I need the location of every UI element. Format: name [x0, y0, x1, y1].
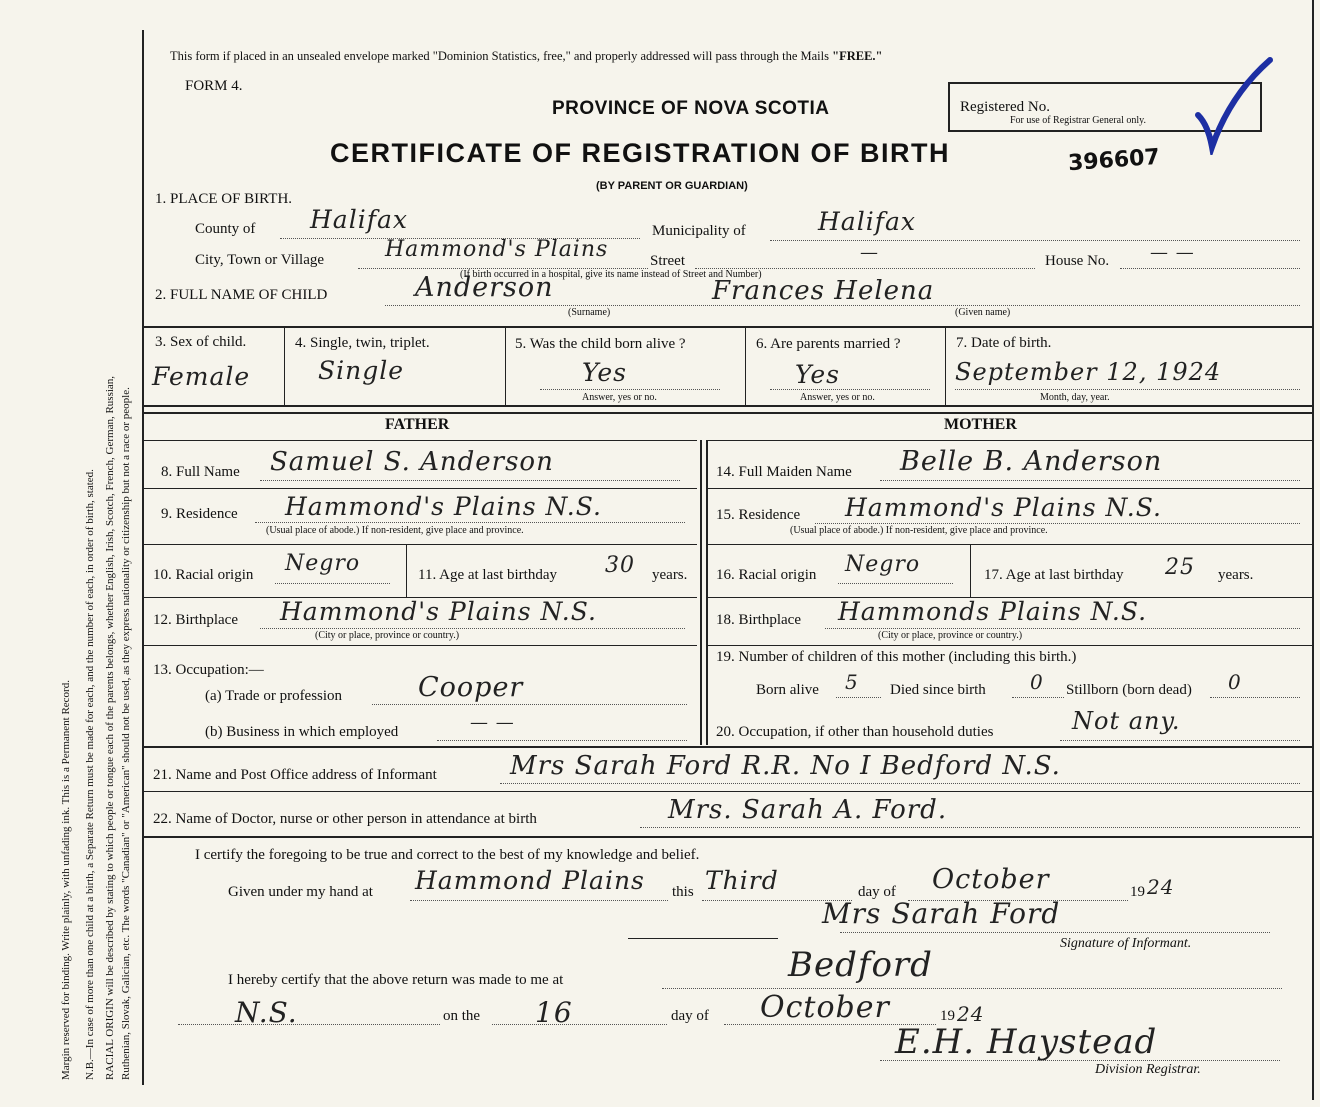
father-business-value: — —	[470, 712, 515, 733]
mother-birthplace-note: (City or place, province or country.)	[878, 630, 1023, 641]
informant-signature: Mrs Sarah Ford	[822, 897, 1061, 930]
given-year-suffix: 24	[1147, 875, 1175, 899]
registrar-signature: E.H. Haystead	[895, 1022, 1158, 1062]
parents-married-label: 6. Are parents married ?	[756, 336, 901, 352]
father-heading: FATHER	[385, 416, 450, 433]
parents-married-value: Yes	[795, 360, 840, 389]
child-given-name: Frances Helena	[712, 276, 935, 306]
date-of-birth-label: 7. Date of birth.	[956, 335, 1052, 351]
registrar-month-value: October	[760, 990, 890, 1025]
margin-note-multiple-births: N.B.—In case of more than one child at a birth, a Separate Return must be made for each, and the number of each, in order of birth, stated.	[84, 469, 96, 1080]
surname-note: (Surname)	[568, 307, 611, 318]
father-trade-label: (a) Trade or profession	[205, 688, 343, 704]
child-name-label: 2. FULL NAME OF CHILD	[155, 287, 328, 303]
mother-age-value: 25	[1165, 555, 1195, 580]
plurality-value: Single	[318, 356, 405, 385]
municipality-value: Halifax	[818, 207, 916, 236]
father-residence-note: (Usual place of abode.) If non-resident, give place and province.	[266, 525, 524, 536]
mother-occupation-value: Not any.	[1072, 707, 1181, 735]
date-of-birth-note: Month, day, year.	[1040, 392, 1110, 403]
born-alive-count-label: Born alive	[756, 682, 819, 698]
street-label: Street	[650, 253, 685, 269]
given-name-note: (Given name)	[955, 307, 1011, 318]
mother-residence-label: 15. Residence	[716, 507, 801, 523]
born-alive-value: Yes	[582, 358, 627, 387]
municipality-label: Municipality of	[652, 223, 746, 239]
county-label: County of	[195, 221, 256, 237]
mother-birthplace-value: Hammonds Plains N.S.	[838, 597, 1148, 626]
registrar-province-value: N.S.	[235, 996, 298, 1029]
father-business-label: (b) Business in which employed	[205, 724, 399, 740]
mother-name-label: 14. Full Maiden Name	[716, 464, 852, 480]
registrar-day-value: 16	[535, 996, 573, 1029]
stillborn-count-value: 0	[1228, 670, 1242, 694]
registered-no-note: For use of Registrar General only.	[1010, 115, 1146, 126]
county-value: Halifax	[310, 205, 408, 234]
doctor-label: 22. Name of Doctor, nurse or other person in attendance at birth	[153, 811, 537, 827]
page-subtitle: (BY PARENT OR GUARDIAN)	[596, 180, 748, 192]
informant-label: 21. Name and Post Office address of Informant	[153, 767, 437, 783]
father-trade-value: Cooper	[418, 672, 524, 703]
given-day-of-label: day of	[858, 884, 896, 900]
father-age-value: 30	[605, 553, 635, 578]
father-birthplace-label: 12. Birthplace	[153, 612, 238, 628]
house-no-value: — —	[1150, 242, 1195, 263]
registrar-on-the-label: on the	[443, 1008, 481, 1024]
informant-certify-text: I certify the foregoing to be true and correct to the best of my knowledge and belief.	[195, 847, 700, 863]
registrar-signature-label: Division Registrar.	[1095, 1062, 1201, 1077]
father-birthplace-value: Hammond's Plains N.S.	[280, 597, 597, 626]
date-of-birth-value: September 12, 1924	[955, 358, 1222, 386]
father-years-label: years.	[652, 567, 688, 583]
hospital-note: (If birth occurred in a hospital, give its name instead of Street and Number)	[460, 269, 762, 280]
sex-label: 3. Sex of child.	[155, 334, 247, 350]
mother-age-label: 17. Age at last birthday	[984, 567, 1124, 583]
father-residence-value: Hammond's Plains N.S.	[285, 492, 602, 521]
given-place-value: Hammond Plains	[415, 866, 645, 895]
born-alive-note: Answer, yes or no.	[582, 392, 657, 403]
margin-note-binding: Margin reserved for binding. Write plainly, with unfading ink. This is a Permanent Record.	[60, 680, 72, 1080]
street-value: —	[860, 242, 879, 263]
father-racial-origin-label: 10. Racial origin	[153, 567, 254, 583]
parents-married-note: Answer, yes or no.	[800, 392, 875, 403]
mother-racial-origin-label: 16. Racial origin	[716, 567, 817, 583]
registered-no-label: Registered No.	[960, 99, 1050, 115]
registrar-place-value: Bedford	[788, 945, 933, 985]
father-name-label: 8. Full Name	[161, 464, 240, 480]
city-label: City, Town or Village	[195, 252, 325, 268]
check-mark-icon	[1190, 55, 1280, 155]
given-day-value: Third	[705, 866, 779, 895]
child-surname: Anderson	[415, 272, 554, 303]
given-under-label: Given under my hand at	[228, 884, 373, 900]
mother-racial-origin-value: Negro	[845, 552, 921, 577]
doctor-value: Mrs. Sarah A. Ford.	[668, 795, 948, 825]
children-count-label: 19. Number of children of this mother (including this birth.)	[716, 649, 1077, 665]
plurality-label: 4. Single, twin, triplet.	[295, 335, 430, 351]
father-age-label: 11. Age at last birthday	[418, 567, 557, 583]
given-year-prefix: 19	[1130, 884, 1145, 900]
registrar-certify-text: I hereby certify that the above return was made to me at	[228, 972, 564, 988]
mother-birthplace-label: 18. Birthplace	[716, 612, 801, 628]
registration-number: 396607	[1067, 144, 1161, 177]
born-alive-label: 5. Was the child born alive ?	[515, 336, 686, 352]
margin-note-racial-origin-1: RACIAL ORIGIN will be described by stating to which people or tongue each of the parents belongs, whether English, Irish, Scotch, French, German, Russian,	[104, 375, 116, 1080]
mother-residence-value: Hammond's Plains N.S.	[845, 493, 1162, 522]
given-this-label: this	[672, 884, 694, 900]
died-count-label: Died since birth	[890, 682, 986, 698]
city-value: Hammond's Plains	[385, 237, 609, 262]
informant-signature-label: Signature of Informant.	[1060, 936, 1192, 951]
registrar-year-prefix: 19	[940, 1008, 955, 1024]
form-number: FORM 4.	[185, 78, 243, 94]
died-count-value: 0	[1030, 670, 1044, 694]
row-top-border	[142, 326, 1314, 328]
mail-notice: This form if placed in an unsealed envelope marked "Dominion Statistics, free," and properly addressed will pass through the Mails "FREE."	[170, 49, 883, 63]
place-of-birth-label: 1. PLACE OF BIRTH.	[155, 191, 293, 207]
father-name-value: Samuel S. Anderson	[270, 447, 554, 477]
born-alive-count-value: 5	[845, 670, 859, 694]
margin-note-racial-origin-2: Ruthenian, Slovak, Galician, etc. The words "Canadian" or "American" should not be used, as they express nationality or citizenship but not a race or people.	[120, 387, 132, 1080]
registrar-year-suffix: 24	[957, 1002, 985, 1026]
given-month-value: October	[932, 864, 1050, 895]
mother-occupation-label: 20. Occupation, if other than household duties	[716, 724, 994, 740]
frame-right	[1312, 0, 1314, 1100]
province-heading: PROVINCE OF NOVA SCOTIA	[552, 98, 830, 119]
sex-value: Female	[152, 362, 251, 391]
father-racial-origin-value: Negro	[285, 551, 361, 576]
informant-value: Mrs Sarah Ford R.R. No I Bedford N.S.	[510, 751, 1061, 781]
page-title: CERTIFICATE OF REGISTRATION OF BIRTH	[330, 138, 950, 168]
registrar-day-of-label: day of	[671, 1008, 709, 1024]
mother-years-label: years.	[1218, 567, 1254, 583]
frame-left	[142, 30, 144, 1085]
father-birthplace-note: (City or place, province or country.)	[315, 630, 460, 641]
stillborn-count-label: Stillborn (born dead)	[1066, 682, 1192, 698]
father-occupation-label: 13. Occupation:—	[153, 662, 264, 678]
mother-heading: MOTHER	[944, 416, 1017, 433]
house-no-label: House No.	[1045, 253, 1110, 269]
mother-name-value: Belle B. Anderson	[900, 446, 1163, 477]
mother-residence-note: (Usual place of abode.) If non-resident, give place and province.	[790, 525, 1048, 536]
father-residence-label: 9. Residence	[161, 506, 238, 522]
